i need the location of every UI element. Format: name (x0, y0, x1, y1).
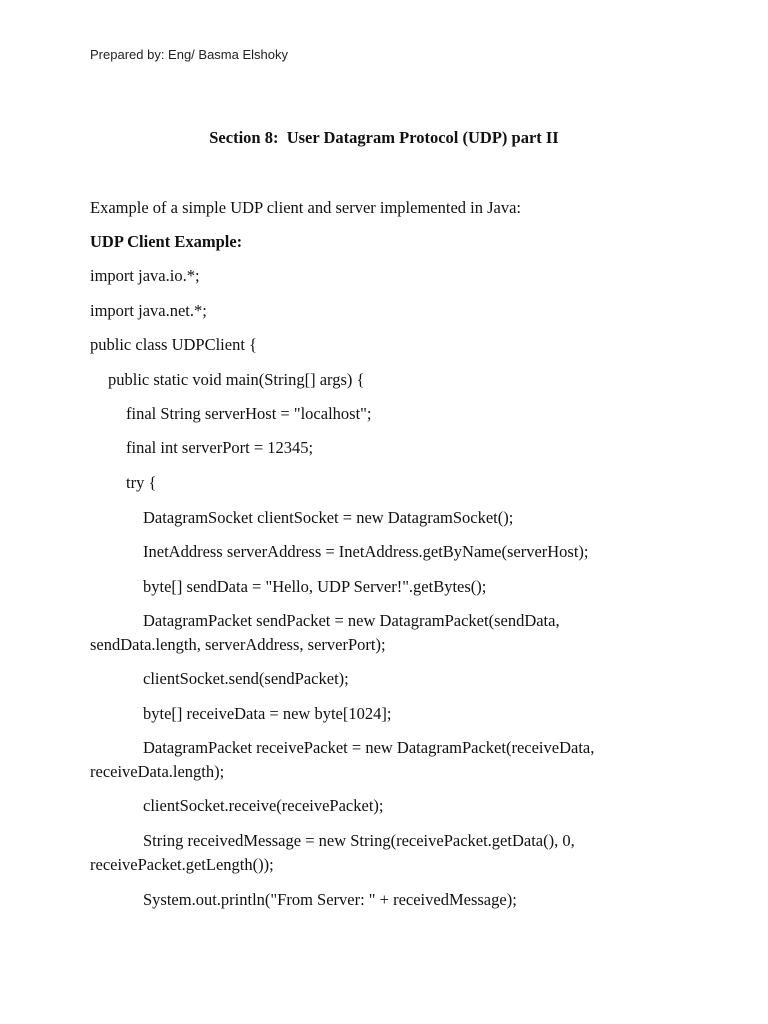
code-line-continued: sendData.length, serverAddress, serverPort); (90, 635, 386, 654)
code-line: DatagramPacket receivePacket = new DatagramPacket(receiveData, (143, 738, 595, 757)
code-line: InetAddress serverAddress = InetAddress.getByName(serverHost); (143, 542, 589, 561)
code-line: try { (126, 473, 157, 492)
code-line: final int serverPort = 12345; (126, 438, 314, 457)
prepared-by-note: Prepared by: Eng/ Basma Elshoky (90, 47, 288, 62)
code-line-continued: receivePacket.getLength()); (90, 855, 274, 874)
section-title: Section 8: User Datagram Protocol (UDP) part II (209, 128, 559, 147)
code-line: byte[] sendData = "Hello, UDP Server!".getBytes(); (143, 577, 487, 596)
code-line: public class UDPClient { (90, 335, 257, 354)
code-line: DatagramPacket sendPacket = new DatagramPacket(sendData, (143, 611, 560, 630)
code-line: import java.io.*; (90, 266, 200, 285)
code-line: public static void main(String[] args) { (108, 370, 365, 389)
code-line: final String serverHost = "localhost"; (126, 404, 372, 423)
code-line: System.out.println("From Server: " + receivedMessage); (143, 890, 517, 909)
code-line: import java.net.*; (90, 301, 207, 320)
intro-text: Example of a simple UDP client and server implemented in Java: (90, 198, 522, 217)
code-line: clientSocket.send(sendPacket); (143, 669, 349, 688)
code-line: String receivedMessage = new String(receivePacket.getData(), 0, (143, 831, 575, 850)
subheading-udp-client: UDP Client Example: (90, 232, 243, 251)
code-line-continued: receiveData.length); (90, 762, 225, 781)
code-line: DatagramSocket clientSocket = new DatagramSocket(); (143, 508, 514, 527)
code-line: clientSocket.receive(receivePacket); (143, 796, 384, 815)
code-line: byte[] receiveData = new byte[1024]; (143, 704, 392, 723)
